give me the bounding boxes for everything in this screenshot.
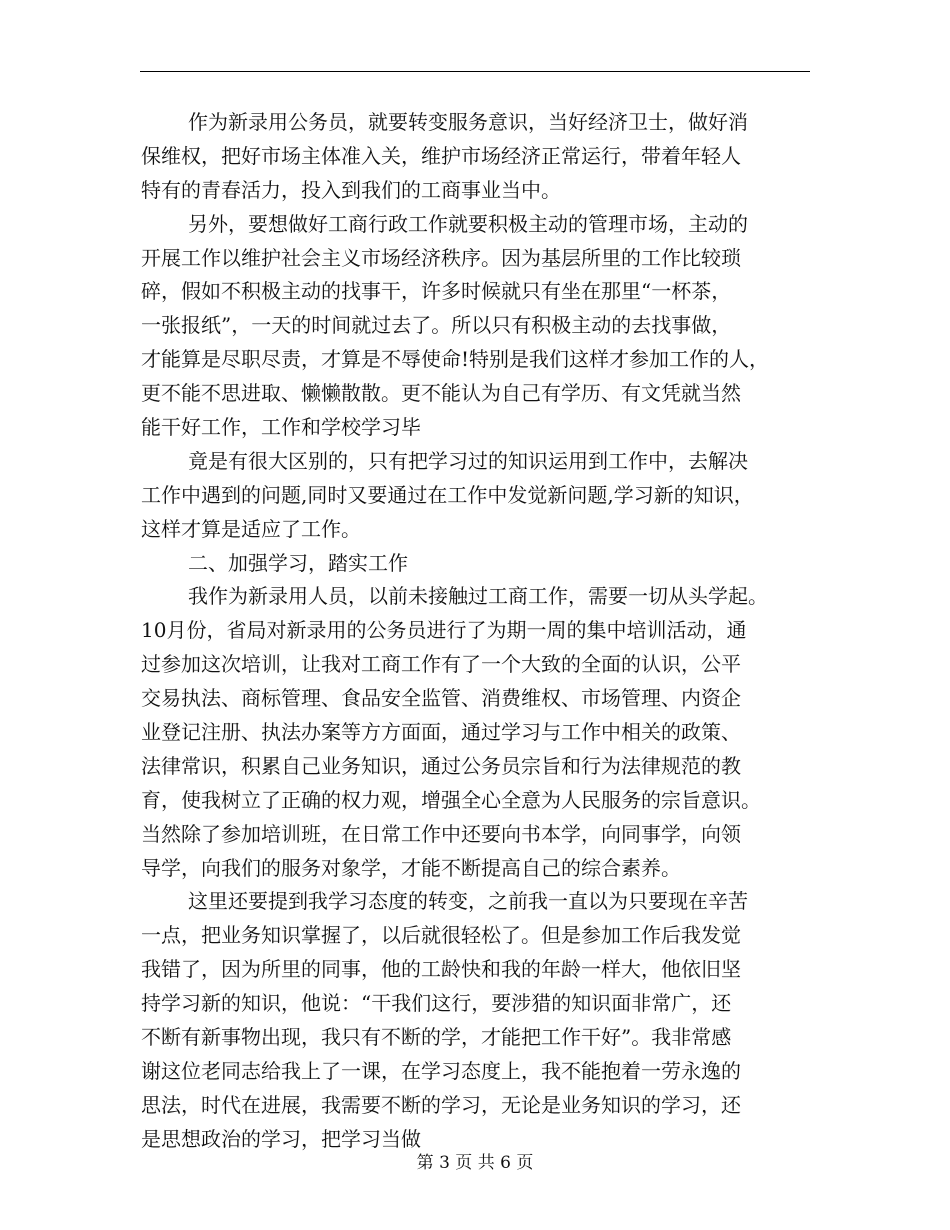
text-line: 谢这位老同志给我上了一课，在学习态度上，我不能抱着一劳永逸的 — [141, 1058, 741, 1083]
text-line: 更不能不思进取、懒懒散散。更不能认为自己有学历、有文凭就当然 — [141, 381, 741, 406]
text-line: 这里还要提到我学习态度的转变，之前我一直以为只要现在辛苦 — [188, 889, 748, 914]
page-number-footer: 第 3 页 共 6 页 — [416, 1153, 534, 1173]
text-line: 是思想政治的学习，把学习当做 — [141, 1126, 421, 1151]
text-line: 交易执法、商标管理、食品安全监管、消费维权、市场管理、内资企 — [141, 686, 741, 711]
text-line: 导学，向我们的服务对象学，才能不断提高自己的综合素养。 — [141, 855, 681, 880]
text-line: 法律常识，积累自己业务知识，通过公务员宗旨和行为法律规范的教 — [141, 753, 741, 778]
document-body — [141, 106, 821, 1157]
text-line: 另外，要想做好工商行政工作就要积极主动的管理市场，主动的 — [188, 211, 748, 236]
text-line: 竟是有很大区别的，只有把学习过的知识运用到工作中，去解决 — [188, 448, 748, 473]
text-line: 我作为新录用人员，以前未接触过工商工作，需要一切从头学起。 — [188, 584, 768, 609]
text-line: 工作中遇到的问题,同时又要通过在工作中发觉新问题,学习新的知识， — [141, 482, 754, 507]
text-line: 不断有新事物出现，我只有不断的学，才能把工作干好”。我非常感 — [141, 1025, 732, 1050]
text-line: 才能算是尽职尽责，才算是不辱使命!特别是我们这样才参加工作的人， — [141, 347, 770, 372]
text-line: 当然除了参加培训班，在日常工作中还要向书本学，向同事学，向领 — [141, 821, 741, 846]
text-line: 持学习新的知识，他说：“干我们这行，要涉猎的知识面非常广，还 — [141, 991, 732, 1016]
text-line: 一点，把业务知识掌握了，以后就很轻松了。但是参加工作后我发觉 — [141, 923, 741, 948]
text-line: 育，使我树立了正确的权力观，增强全心全意为人民服务的宗旨意识。 — [141, 787, 761, 812]
text-line: 特有的青春活力，投入到我们的工商事业当中。 — [141, 177, 561, 202]
text-line: 我错了，因为所里的同事，他的工龄快和我的年龄一样大，他依旧坚 — [141, 957, 741, 982]
text-line: 碎，假如不积极主动的找事干，许多时候就只有坐在那里“一杯茶， — [141, 279, 732, 304]
text-line: 业登记注册、执法办案等方方面面，通过学习与工作中相关的政策、 — [141, 720, 741, 745]
text-line: 作为新录用公务员，就要转变服务意识，当好经济卫士，做好消 — [188, 110, 748, 134]
text-line: 能干好工作，工作和学校学习毕 — [141, 415, 421, 440]
header-rule — [140, 71, 810, 72]
text-line: 开展工作以维护社会主义市场经济秩序。因为基层所里的工作比较琐 — [141, 245, 741, 270]
text-line: 10月份，省局对新录用的公务员进行了为期一周的集中培训活动，通 — [141, 618, 747, 643]
text-line: 这样才算是适应了工作。 — [141, 516, 361, 541]
text-line: 保维权，把好市场主体准入关，维护市场经济正常运行，带着年轻人 — [141, 143, 741, 168]
text-line: 一张报纸”，一天的时间就过去了。所以只有积极主动的去找事做， — [141, 313, 732, 338]
text-line: 过参加这次培训，让我对工商工作有了一个大致的全面的认识，公平 — [141, 652, 741, 677]
text-line: 二、加强学习，踏实工作 — [188, 550, 408, 575]
text-line: 思法，时代在进展，我需要不断的学习，无论是业务知识的学习，还 — [141, 1092, 741, 1117]
